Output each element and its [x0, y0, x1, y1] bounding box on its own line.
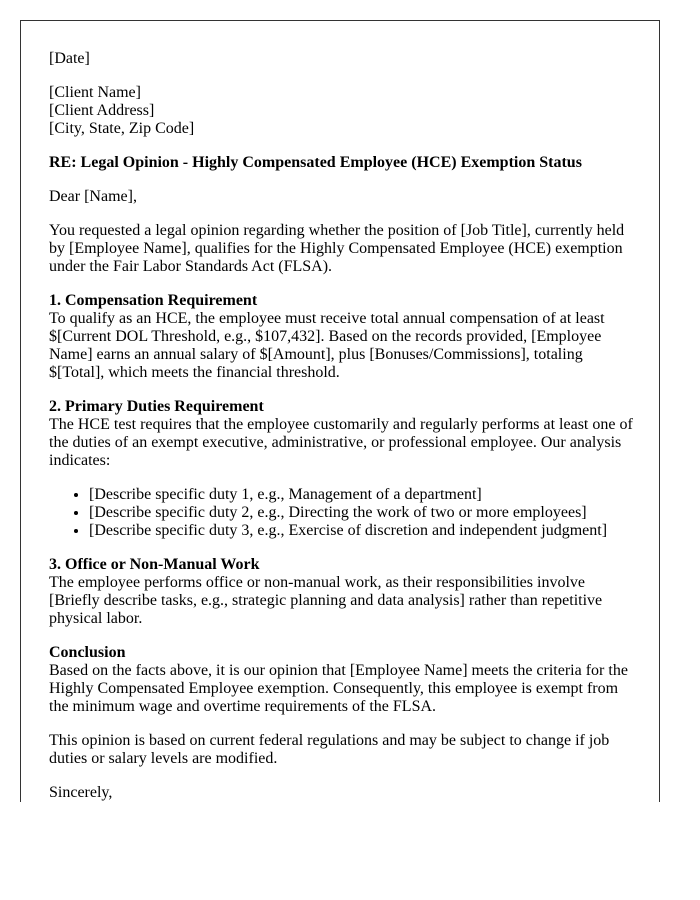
list-item: • [Describe specific duty 2, e.g., Directing the work of two or more employees] — [89, 504, 639, 522]
salutation: Dear [Name], — [49, 188, 137, 205]
subject-line — [49, 154, 639, 172]
recipient-block — [49, 84, 639, 138]
section-conclusion — [49, 644, 639, 716]
subject-text: RE: Legal Opinion - Highly Compensated Employee (HCE) Exemption Status — [49, 154, 582, 171]
closing: Sincerely, — [49, 784, 113, 801]
section-heading: Conclusion — [49, 644, 126, 661]
letter-content — [49, 50, 639, 802]
client-city-state-zip: [City, State, Zip Code] — [49, 120, 195, 137]
section-body: The HCE test requires that the employee customarily and regularly performs at least one of the duties of an exempt executive, administrative, or professional employee. Our analysis indicates: — [49, 416, 633, 469]
duties-list — [49, 486, 639, 540]
client-address: [Client Address] — [49, 102, 155, 119]
section-office-work — [49, 556, 639, 628]
section-body: To qualify as an HCE, the employee must receive total annual compensation of at least $[Current DOL Threshold, e.g., $107,432]. Based on the records provided, [Employee Name] earns an annual salary of $[Amount], plus [Bonuses/Commissions], totaling $[Total], which meets the financial threshold. — [49, 310, 605, 381]
letter-page — [20, 20, 660, 802]
intro-paragraph: You requested a legal opinion regarding whether the position of [Job Title], currently held by [Employee Name], qualifies for the Highly Compensated Employee (HCE) exemption under the Fair Labor Standards Act (FLSA). — [49, 222, 625, 275]
disclaimer: This opinion is based on current federal regulations and may be subject to change if job duties or salary levels are modified. — [49, 732, 610, 767]
section-heading: 3. Office or Non-Manual Work — [49, 556, 260, 573]
section-duties — [49, 398, 639, 470]
section-compensation — [49, 292, 639, 382]
section-body: Based on the facts above, it is our opinion that [Employee Name] meets the criteria for the Highly Compensated Employee exemption. Consequently, this employee is exempt from the minimum wage and overtime requirements of the FLSA. — [49, 662, 628, 715]
section-heading: 2. Primary Duties Requirement — [49, 398, 264, 415]
list-item: • [Describe specific duty 1, e.g., Management of a department] — [89, 486, 639, 504]
section-body: The employee performs office or non-manual work, as their responsibilities involve [Briefly describe tasks, e.g., strategic planning and data analysis] rather than repetitive physical labor. — [49, 574, 603, 627]
section-heading: 1. Compensation Requirement — [49, 292, 258, 309]
list-item: • [Describe specific duty 3, e.g., Exercise of discretion and independent judgment] — [89, 522, 639, 540]
client-name: [Client Name] — [49, 84, 141, 101]
date: [Date] — [49, 50, 90, 67]
